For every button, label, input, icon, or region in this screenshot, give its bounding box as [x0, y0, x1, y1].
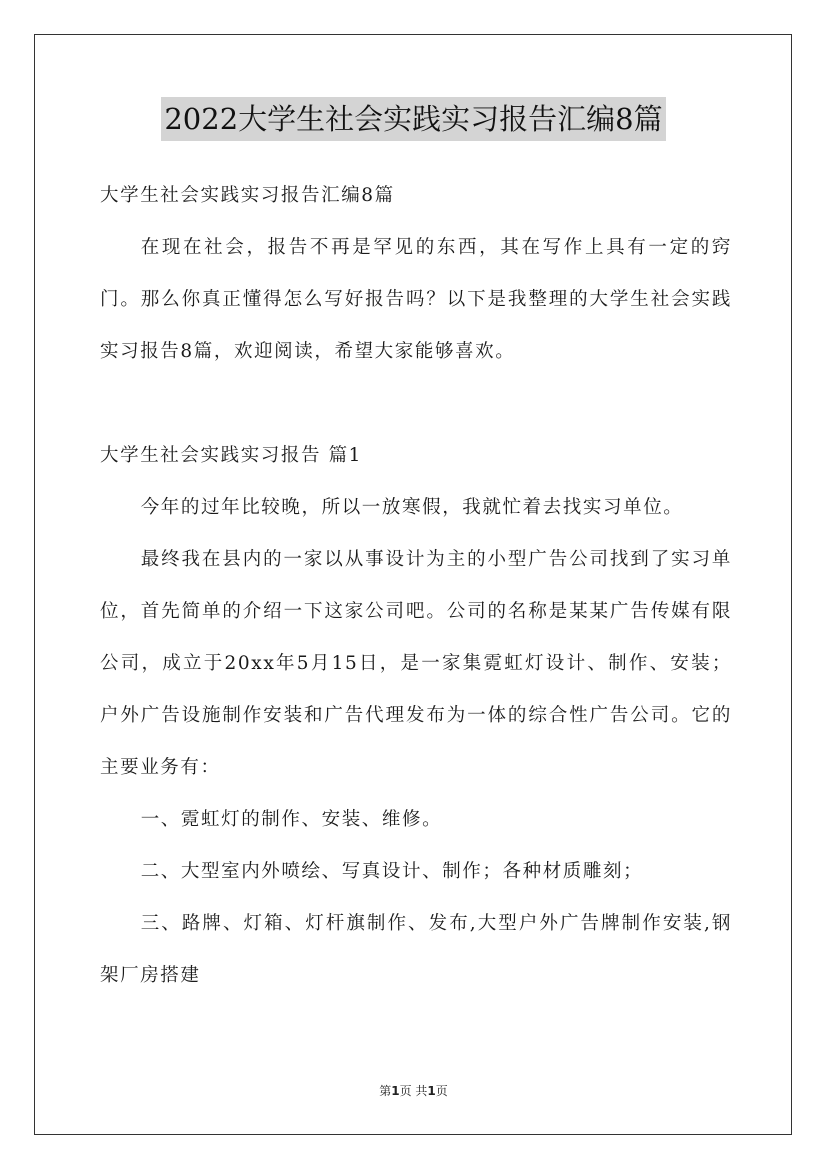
body-paragraph: 最终我在县内的一家以从事设计为主的小型广告公司找到了实习单位，首先简单的介绍一下这家公司吧。公司的名称是某某广告传媒有限公司，成立于20xx年5月15日，是一家集霓虹灯设计、制作、安装；户外广告设施制作安装和广告代理发布为一体的综合性广告公司。它的主要业务有：: [100, 549, 732, 778]
footer-mid: 页 共: [399, 1084, 428, 1098]
document-body: [100, 170, 732, 1002]
list-item: 二、大型室内外喷绘、写真设计、制作；各种材质雕刻；: [140, 861, 644, 882]
footer-prefix: 第: [379, 1084, 392, 1098]
paragraph-spacer: [100, 378, 732, 430]
body-paragraph: 今年的过年比较晚，所以一放寒假，我就忙着去找实习单位。: [140, 497, 684, 518]
list-item: 三、路牌、灯箱、灯杆旗制作、发布,大型户外广告牌制作安装,钢架厂房搭建: [100, 913, 732, 986]
page-footer: [0, 1082, 827, 1099]
current-page-number: 1: [391, 1084, 400, 1098]
intro-paragraph: 在现在社会，报告不再是罕见的东西，其在写作上具有一定的窍门。那么你真正懂得怎么写好报告吗？以下是我整理的大学生社会实践实习报告8篇，欢迎阅读，希望大家能够喜欢。: [100, 237, 732, 362]
list-item: 一、霓虹灯的制作、安装、维修。: [140, 809, 443, 830]
document-title: 2022大学生社会实践实习报告汇编8篇: [161, 97, 665, 141]
document-subtitle: 大学生社会实践实习报告汇编8篇: [100, 185, 395, 206]
total-page-number: 1: [427, 1084, 436, 1098]
section-heading: 大学生社会实践实习报告 篇1: [100, 445, 363, 466]
title-container: [0, 97, 827, 141]
footer-suffix: 页: [435, 1084, 448, 1098]
